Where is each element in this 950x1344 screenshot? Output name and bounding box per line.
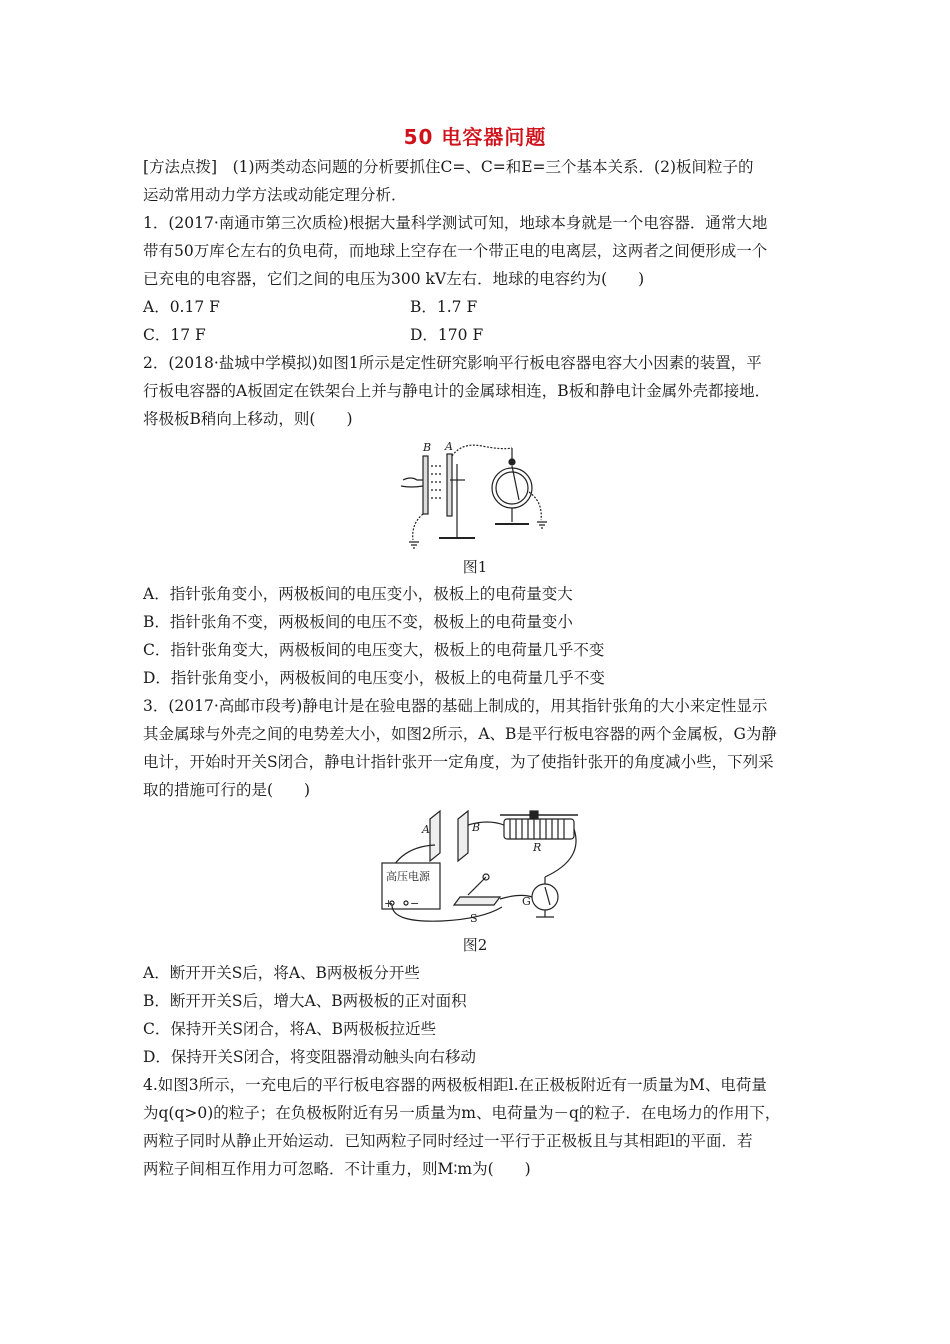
figure-2-label-a: A: [422, 823, 430, 836]
q2-option-d: D．指针张角变小，两极板间的电压变小，极板上的电荷量几乎不变: [143, 669, 605, 687]
q3-stem-line: 3．(2017·高邮市段考)静电计是在验电器的基础上制成的，用其指针张角的大小来定性显示: [143, 697, 768, 715]
q1-option-d: D．170 F: [410, 326, 484, 344]
q3-option-d: D．保持开关S闭合，将变阻器滑动触头向右移动: [143, 1048, 477, 1066]
q1-option-c: C．17 F: [143, 326, 206, 344]
figure-2-circuit-diagram: [370, 805, 590, 930]
q2-option-c: C．指针张角变大，两极板间的电压变大，极板上的电荷量几乎不变: [143, 641, 605, 659]
page-title: 50 电容器问题: [403, 125, 547, 149]
figure-1-electroscope-apparatus: [395, 440, 560, 555]
figure-2-label-s: S: [470, 912, 478, 925]
q2-stem-line: 将极板B稍向上移动，则( ): [143, 410, 353, 428]
q4-stem-line: 两粒子同时从静止开始运动．已知两粒子同时经过一平行于正极板且与其相距l的平面．若: [143, 1132, 753, 1150]
method-tip-line: [方法点拨] (1)两类动态问题的分析要抓住C=、C=和E=三个基本关系．(2)板间粒子的: [143, 158, 754, 176]
figure-1-label-b: B: [423, 441, 432, 454]
q1-stem-line: 已充电的电容器，它们之间的电压为300 kV左右．地球的电容约为( ): [143, 270, 645, 288]
q4-stem-line: 两粒子间相互作用力可忽略．不计重力，则M∶m为( ): [143, 1160, 531, 1178]
q2-option-a: A．指针张角变小，两极板间的电压变小，极板上的电荷量变大: [143, 585, 573, 603]
figure-2-label-minus: −: [410, 897, 420, 910]
q3-option-b: B．断开开关S后，增大A、B两极板的正对面积: [143, 992, 467, 1010]
q3-option-c: C．保持开关S闭合，将A、B两极板拉近些: [143, 1020, 437, 1038]
q1-option-a: A．0.17 F: [143, 298, 220, 316]
q1-stem-line: 1．(2017·南通市第三次质检)根据大量科学测试可知，地球本身就是一个电容器．通常大地: [143, 214, 768, 232]
figure-1-label-a: A: [445, 440, 453, 453]
q3-stem-line: 取的措施可行的是( ): [143, 781, 311, 799]
q3-option-a: A．断开开关S后，将A、B两极板分开些: [143, 964, 420, 982]
q2-option-b: B．指针张角不变，两极板间的电压不变，极板上的电荷量变小: [143, 613, 573, 631]
q4-stem-line: 为q(q>0)的粒子；在负极板附近有另一质量为m、电荷量为－q的粒子．在电场力的作用下，: [143, 1104, 781, 1122]
figure-2-label-plus: +: [384, 897, 394, 910]
figure-2-label-source: 高压电源: [386, 870, 430, 883]
method-tip-line: 运动常用动力学方法或动能定理分析．: [143, 186, 407, 204]
figure-2-caption: 图2: [462, 936, 488, 954]
figure-2-label-r: R: [533, 841, 542, 854]
q2-stem-line: 行板电容器的A板固定在铁架台上并与静电计的金属球相连，B板和静电计金属外壳都接地．: [143, 382, 771, 400]
q1-option-b: B．1.7 F: [410, 298, 478, 316]
figure-2-label-g: G: [522, 895, 531, 908]
q2-stem-line: 2．(2018·盐城中学模拟)如图1所示是定性研究影响平行板电容器电容大小因素的装置，平: [143, 354, 762, 372]
figure-2-label-b: B: [472, 821, 481, 834]
q1-stem-line: 带有50万库仑左右的负电荷，而地球上空存在一个带正电的电离层，这两者之间便形成一个: [143, 242, 768, 260]
q4-stem-line: 4.如图3所示，一充电后的平行板电容器的两极板相距l.在正极板附近有一质量为M、电荷量: [143, 1076, 767, 1094]
q3-stem-line: 其金属球与外壳之间的电势差大小，如图2所示，A、B是平行板电容器的两个金属板，G为静: [143, 725, 777, 743]
q3-stem-line: 电计，开始时开关S闭合，静电计指针张开一定角度，为了使指针张开的角度减小些，下列采: [143, 753, 774, 771]
figure-1-caption: 图1: [462, 558, 488, 576]
